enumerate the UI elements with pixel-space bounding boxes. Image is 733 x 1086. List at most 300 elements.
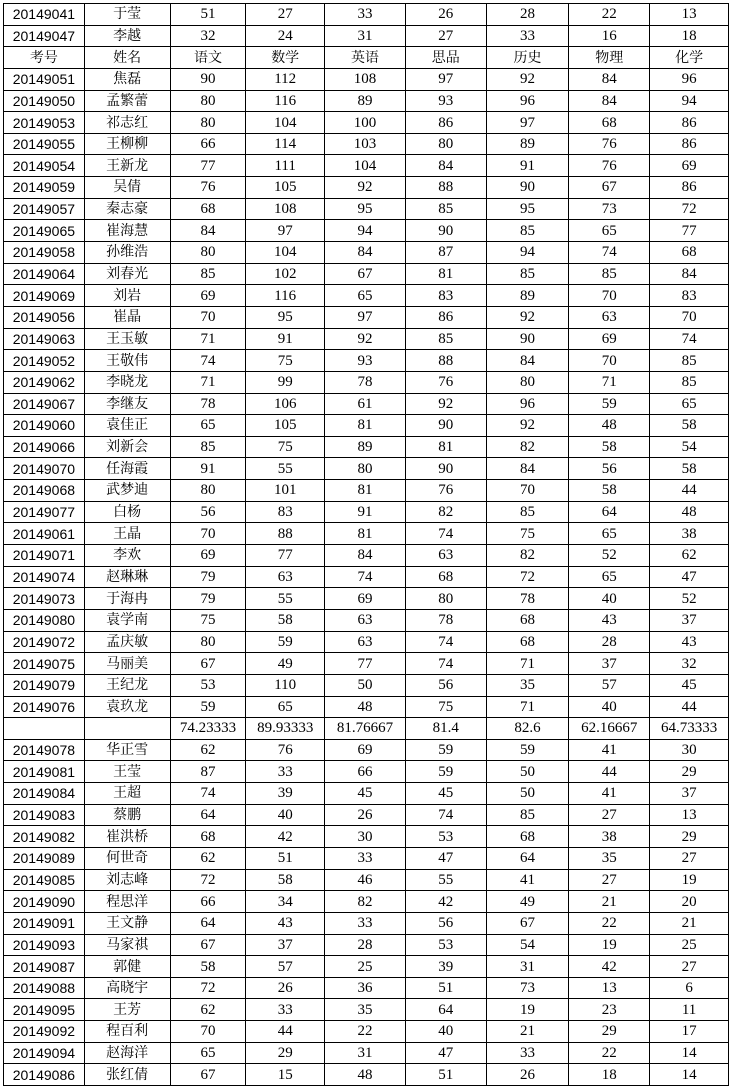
- table-cell: 王新龙: [84, 155, 170, 177]
- table-row: [4, 523, 729, 545]
- table-cell: 王柳柳: [84, 133, 170, 155]
- table-cell: 武梦迪: [84, 480, 170, 502]
- table-cell: 20149078: [4, 739, 85, 761]
- table-cell: 袁玖龙: [84, 696, 170, 718]
- table-cell: 20149081: [4, 761, 85, 783]
- table-cell: 55: [405, 869, 486, 891]
- table-cell: 66: [325, 761, 406, 783]
- table-cell: 76: [405, 371, 486, 393]
- table-cell: 袁佳正: [84, 415, 170, 437]
- table-cell: 20149065: [4, 220, 85, 242]
- table-cell: 李继友: [84, 393, 170, 415]
- table-cell: 程思洋: [84, 891, 170, 913]
- table-cell: 76: [246, 739, 325, 761]
- table-cell: 48: [325, 1064, 406, 1086]
- table-cell: 20149089: [4, 847, 85, 869]
- table-cell: 95: [325, 198, 406, 220]
- table-cell: 13: [650, 804, 729, 826]
- table-cell: 86: [650, 112, 729, 134]
- table-cell: 20149093: [4, 934, 85, 956]
- table-cell: 65: [325, 285, 406, 307]
- table-cell: 52: [569, 545, 650, 567]
- table-cell: 91: [325, 501, 406, 523]
- table-cell: 42: [569, 956, 650, 978]
- table-cell: 20149088: [4, 977, 85, 999]
- table-cell: 20149082: [4, 826, 85, 848]
- table-row: [4, 112, 729, 134]
- table-cell: 69: [325, 588, 406, 610]
- table-cell: 79: [170, 588, 246, 610]
- table-cell: 32: [650, 653, 729, 675]
- table-cell: 31: [325, 1042, 406, 1064]
- table-cell: 71: [170, 371, 246, 393]
- table-row: [4, 155, 729, 177]
- table-cell: 74: [405, 653, 486, 675]
- table-cell: 69: [170, 545, 246, 567]
- table-cell: [84, 718, 170, 740]
- table-cell: 42: [246, 826, 325, 848]
- table-cell: 72: [170, 977, 246, 999]
- table-cell: 75: [246, 436, 325, 458]
- table-cell: 20149094: [4, 1042, 85, 1064]
- table-cell: 26: [486, 1064, 569, 1086]
- table-cell: 高晓宇: [84, 977, 170, 999]
- table-cell: 93: [405, 90, 486, 112]
- table-cell: 69: [650, 155, 729, 177]
- table-cell: 85: [486, 501, 569, 523]
- table-cell: 59: [170, 696, 246, 718]
- table-cell: 64: [170, 804, 246, 826]
- table-cell: 20149075: [4, 653, 85, 675]
- table-cell: 51: [405, 1064, 486, 1086]
- table-cell: 思品: [405, 47, 486, 69]
- table-cell: 70: [170, 1021, 246, 1043]
- table-cell: 33: [325, 912, 406, 934]
- table-cell: 20149083: [4, 804, 85, 826]
- table-cell: 20149072: [4, 631, 85, 653]
- table-cell: 18: [650, 25, 729, 47]
- table-row: [4, 761, 729, 783]
- table-cell: 69: [170, 285, 246, 307]
- table-row: [4, 90, 729, 112]
- table-cell: 104: [246, 242, 325, 264]
- table-cell: 20149095: [4, 999, 85, 1021]
- table-cell: 85: [650, 371, 729, 393]
- table-cell: 23: [569, 999, 650, 1021]
- table-cell: 67: [569, 177, 650, 199]
- table-cell: 80: [170, 631, 246, 653]
- table-cell: 26: [325, 804, 406, 826]
- table-cell: 26: [405, 4, 486, 26]
- table-cell: 97: [486, 112, 569, 134]
- table-row: [4, 847, 729, 869]
- table-row: [4, 696, 729, 718]
- table-cell: 53: [405, 934, 486, 956]
- table-cell: 任海霞: [84, 458, 170, 480]
- table-cell: 20149086: [4, 1064, 85, 1086]
- table-cell: 67: [170, 1064, 246, 1086]
- table-cell: 44: [650, 480, 729, 502]
- table-row: [4, 891, 729, 913]
- table-cell: 80: [170, 112, 246, 134]
- table-cell: 83: [405, 285, 486, 307]
- table-cell: 29: [650, 761, 729, 783]
- table-cell: 58: [569, 480, 650, 502]
- table-cell: 72: [486, 566, 569, 588]
- table-cell: 68: [486, 826, 569, 848]
- table-cell: 21: [650, 912, 729, 934]
- table-cell: 81: [405, 263, 486, 285]
- table-cell: 74: [170, 350, 246, 372]
- table-cell: 孟庆敏: [84, 631, 170, 653]
- table-cell: 20149091: [4, 912, 85, 934]
- table-cell: 84: [170, 220, 246, 242]
- table-cell: 刘志峰: [84, 869, 170, 891]
- table-cell: 84: [569, 68, 650, 90]
- table-cell: 94: [650, 90, 729, 112]
- table-cell: 33: [325, 4, 406, 26]
- table-cell: 19: [569, 934, 650, 956]
- table-cell: 54: [650, 436, 729, 458]
- table-cell: 51: [170, 4, 246, 26]
- table-cell: 114: [246, 133, 325, 155]
- table-cell: 20149041: [4, 4, 85, 26]
- table-cell: 47: [650, 566, 729, 588]
- table-cell: 20149073: [4, 588, 85, 610]
- table-cell: 20149074: [4, 566, 85, 588]
- table-cell: 94: [325, 220, 406, 242]
- table-cell: 105: [246, 415, 325, 437]
- table-cell: 秦志豪: [84, 198, 170, 220]
- table-cell: 58: [650, 458, 729, 480]
- table-cell: 86: [405, 112, 486, 134]
- table-cell: 84: [405, 155, 486, 177]
- table-cell: 20149056: [4, 306, 85, 328]
- table-cell: 王文静: [84, 912, 170, 934]
- table-cell: 20149059: [4, 177, 85, 199]
- table-cell: 75: [170, 609, 246, 631]
- table-cell: 96: [486, 90, 569, 112]
- table-cell: 32: [170, 25, 246, 47]
- table-row: [4, 783, 729, 805]
- table-cell: 20149061: [4, 523, 85, 545]
- score-table-body: [4, 4, 729, 1086]
- table-cell: 55: [246, 588, 325, 610]
- table-cell: 考号: [4, 47, 85, 69]
- table-cell: 李欢: [84, 545, 170, 567]
- table-row: [4, 371, 729, 393]
- table-cell: 84: [486, 458, 569, 480]
- table-cell: 14: [650, 1042, 729, 1064]
- table-cell: 20149084: [4, 783, 85, 805]
- table-cell: 65: [170, 1042, 246, 1064]
- table-cell: 22: [325, 1021, 406, 1043]
- table-cell: 71: [486, 653, 569, 675]
- table-cell: 历史: [486, 47, 569, 69]
- table-cell: 75: [486, 523, 569, 545]
- table-cell: 20149053: [4, 112, 85, 134]
- table-cell: 数学: [246, 47, 325, 69]
- table-row: [4, 328, 729, 350]
- table-cell: 30: [325, 826, 406, 848]
- table-cell: 80: [405, 133, 486, 155]
- table-cell: 62: [170, 739, 246, 761]
- table-cell: 103: [325, 133, 406, 155]
- table-cell: 28: [325, 934, 406, 956]
- table-cell: 86: [650, 177, 729, 199]
- table-cell: 20149052: [4, 350, 85, 372]
- table-cell: 61: [325, 393, 406, 415]
- table-row: [4, 956, 729, 978]
- table-cell: 45: [405, 783, 486, 805]
- table-cell: 20149080: [4, 609, 85, 631]
- table-row: [4, 869, 729, 891]
- table-cell: 34: [246, 891, 325, 913]
- table-cell: 刘岩: [84, 285, 170, 307]
- table-cell: 崔洪桥: [84, 826, 170, 848]
- table-cell: 83: [650, 285, 729, 307]
- table-cell: 王莹: [84, 761, 170, 783]
- table-cell: 33: [325, 847, 406, 869]
- table-cell: 何世奇: [84, 847, 170, 869]
- table-row: [4, 826, 729, 848]
- table-cell: 孟繁蕾: [84, 90, 170, 112]
- table-row: [4, 501, 729, 523]
- table-row: [4, 566, 729, 588]
- table-cell: 96: [650, 68, 729, 90]
- table-cell: 于莹: [84, 4, 170, 26]
- table-cell: 56: [405, 674, 486, 696]
- table-cell: 63: [325, 631, 406, 653]
- table-cell: 白杨: [84, 501, 170, 523]
- table-cell: 16: [569, 25, 650, 47]
- table-cell: 20149058: [4, 242, 85, 264]
- table-cell: 20149050: [4, 90, 85, 112]
- table-row: [4, 133, 729, 155]
- table-cell: 92: [325, 177, 406, 199]
- table-row: [4, 674, 729, 696]
- table-cell: 82: [486, 545, 569, 567]
- table-cell: 46: [325, 869, 406, 891]
- table-cell: 70: [569, 350, 650, 372]
- table-cell: 59: [405, 761, 486, 783]
- table-cell: 20149064: [4, 263, 85, 285]
- table-cell: 74.23333: [170, 718, 246, 740]
- table-cell: 44: [569, 761, 650, 783]
- table-cell: 64.73333: [650, 718, 729, 740]
- table-cell: 40: [569, 696, 650, 718]
- table-cell: 20149051: [4, 68, 85, 90]
- table-cell: 刘新会: [84, 436, 170, 458]
- table-cell: 79: [170, 566, 246, 588]
- table-cell: 90: [486, 328, 569, 350]
- table-row: [4, 1064, 729, 1086]
- table-cell: 英语: [325, 47, 406, 69]
- table-cell: 81: [325, 523, 406, 545]
- table-cell: 62: [170, 847, 246, 869]
- table-cell: 28: [486, 4, 569, 26]
- table-cell: 27: [569, 869, 650, 891]
- table-cell: 90: [405, 458, 486, 480]
- table-cell: 74: [405, 523, 486, 545]
- table-cell: 20149063: [4, 328, 85, 350]
- table-cell: 59: [569, 393, 650, 415]
- table-cell: 24: [246, 25, 325, 47]
- table-cell: 王敬伟: [84, 350, 170, 372]
- table-row: [4, 68, 729, 90]
- table-cell: 20149067: [4, 393, 85, 415]
- table-cell: 41: [569, 739, 650, 761]
- table-cell: 87: [405, 242, 486, 264]
- table-cell: 20149054: [4, 155, 85, 177]
- table-cell: 王晶: [84, 523, 170, 545]
- table-cell: 41: [486, 869, 569, 891]
- table-cell: 20149062: [4, 371, 85, 393]
- table-cell: 64: [569, 501, 650, 523]
- table-cell: 马丽美: [84, 653, 170, 675]
- table-cell: 20149087: [4, 956, 85, 978]
- table-cell: 104: [246, 112, 325, 134]
- table-cell: 75: [405, 696, 486, 718]
- table-cell: 35: [325, 999, 406, 1021]
- table-row: [4, 393, 729, 415]
- table-cell: 21: [486, 1021, 569, 1043]
- table-row: [4, 458, 729, 480]
- table-cell: 86: [405, 306, 486, 328]
- table-cell: 52: [650, 588, 729, 610]
- table-cell: 27: [405, 25, 486, 47]
- table-cell: 25: [650, 934, 729, 956]
- table-cell: 37: [569, 653, 650, 675]
- table-cell: 81.4: [405, 718, 486, 740]
- table-row: [4, 25, 729, 47]
- table-cell: 20149077: [4, 501, 85, 523]
- table-cell: 于海冉: [84, 588, 170, 610]
- table-cell: 崔海慧: [84, 220, 170, 242]
- table-cell: 39: [246, 783, 325, 805]
- table-cell: 102: [246, 263, 325, 285]
- table-cell: 28: [569, 631, 650, 653]
- table-cell: 68: [650, 242, 729, 264]
- table-cell: 80: [405, 588, 486, 610]
- table-cell: 袁学南: [84, 609, 170, 631]
- table-cell: 63: [405, 545, 486, 567]
- table-cell: 43: [246, 912, 325, 934]
- table-cell: 38: [569, 826, 650, 848]
- table-cell: 74: [405, 804, 486, 826]
- table-cell: 59: [405, 739, 486, 761]
- table-cell: 63: [569, 306, 650, 328]
- table-row: [4, 588, 729, 610]
- table-cell: 69: [325, 739, 406, 761]
- table-cell: 89.93333: [246, 718, 325, 740]
- table-cell: 31: [325, 25, 406, 47]
- table-cell: 62: [170, 999, 246, 1021]
- table-cell: 68: [569, 112, 650, 134]
- table-cell: 20: [650, 891, 729, 913]
- table-cell: 76: [569, 155, 650, 177]
- table-row: [4, 1042, 729, 1064]
- table-cell: 20149092: [4, 1021, 85, 1043]
- table-row: [4, 999, 729, 1021]
- table-cell: 91: [170, 458, 246, 480]
- table-cell: 22: [569, 912, 650, 934]
- table-cell: 78: [486, 588, 569, 610]
- table-cell: 吴倩: [84, 177, 170, 199]
- table-cell: 王超: [84, 783, 170, 805]
- table-cell: 90: [405, 415, 486, 437]
- table-row: [4, 804, 729, 826]
- table-cell: 21: [569, 891, 650, 913]
- table-row: [4, 350, 729, 372]
- table-cell: 71: [486, 696, 569, 718]
- table-cell: 35: [569, 847, 650, 869]
- table-cell: 47: [405, 1042, 486, 1064]
- table-cell: 焦磊: [84, 68, 170, 90]
- table-cell: 74: [650, 328, 729, 350]
- table-cell: 31: [486, 956, 569, 978]
- table-cell: 54: [486, 934, 569, 956]
- table-cell: 95: [486, 198, 569, 220]
- table-cell: 22: [569, 1042, 650, 1064]
- table-cell: 20149079: [4, 674, 85, 696]
- table-cell: 82: [325, 891, 406, 913]
- table-cell: 84: [486, 350, 569, 372]
- table-cell: 88: [405, 177, 486, 199]
- table-cell: 81: [405, 436, 486, 458]
- table-row: [4, 609, 729, 631]
- table-cell: 40: [246, 804, 325, 826]
- table-cell: 27: [569, 804, 650, 826]
- table-cell: 化学: [650, 47, 729, 69]
- table-cell: 74: [405, 631, 486, 653]
- table-cell: 64: [170, 912, 246, 934]
- table-row: [4, 415, 729, 437]
- table-cell: 89: [325, 90, 406, 112]
- table-cell: 37: [246, 934, 325, 956]
- table-cell: 84: [650, 263, 729, 285]
- table-cell: 82: [486, 436, 569, 458]
- table-cell: 37: [650, 783, 729, 805]
- table-cell: 89: [486, 285, 569, 307]
- table-cell: 18: [569, 1064, 650, 1086]
- table-cell: 82: [405, 501, 486, 523]
- table-cell: 50: [325, 674, 406, 696]
- table-cell: 64: [405, 999, 486, 1021]
- table-cell: 68: [486, 609, 569, 631]
- table-cell: 27: [650, 956, 729, 978]
- table-cell: 81.76667: [325, 718, 406, 740]
- table-cell: 77: [325, 653, 406, 675]
- table-cell: 15: [246, 1064, 325, 1086]
- table-cell: 76: [405, 480, 486, 502]
- table-cell: 65: [650, 393, 729, 415]
- table-cell: 崔晶: [84, 306, 170, 328]
- table-cell: 116: [246, 90, 325, 112]
- table-cell: 43: [569, 609, 650, 631]
- table-cell: 26: [246, 977, 325, 999]
- table-cell: 70: [170, 306, 246, 328]
- table-cell: 20149071: [4, 545, 85, 567]
- table-cell: 84: [325, 545, 406, 567]
- table-cell: 祁志红: [84, 112, 170, 134]
- table-cell: 53: [170, 674, 246, 696]
- table-row: [4, 653, 729, 675]
- table-cell: 李越: [84, 25, 170, 47]
- table-cell: 78: [325, 371, 406, 393]
- table-cell: 20149068: [4, 480, 85, 502]
- table-cell: 40: [405, 1021, 486, 1043]
